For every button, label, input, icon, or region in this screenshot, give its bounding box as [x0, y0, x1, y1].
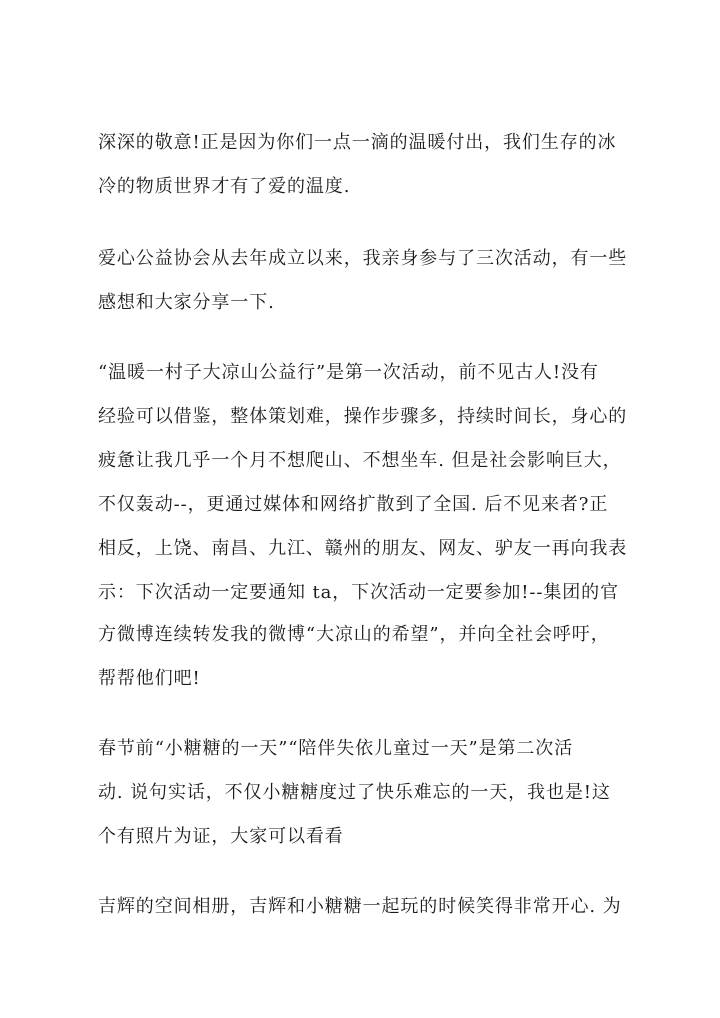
paragraph-3-line-7: 方微博连续转发我的微博“大凉山的希望”，并向全社会呼吁， — [98, 624, 610, 645]
paragraph-4-line-3: 个有照片为证，大家可以看看 — [98, 826, 344, 847]
paragraph-4-line-1: 春节前“小糖糖的一天”“陪伴失依儿童过一天”是第二次活 — [98, 738, 574, 759]
paragraph-2-line-1: 爱心公益协会从去年成立以来，我亲身参与了三次活动，有一些 — [98, 248, 628, 269]
paragraph-2-line-2: 感想和大家分享一下. — [98, 292, 275, 313]
paragraph-3-line-4: 不仅轰动--，更通过媒体和网络扩散到了全国. 后不见来者?正 — [98, 494, 609, 515]
paragraph-1-line-2: 冷的物质世界才有了爱的温度. — [98, 176, 351, 197]
paragraph-3-line-2: 经验可以借鉴，整体策划难，操作步骤多，持续时间长，身心的 — [98, 406, 628, 427]
paragraph-3-line-3: 疲惫让我几乎一个月不想爬山、不想坐车. 但是社会影响巨大， — [98, 450, 622, 471]
paragraph-1-line-1: 深深的敬意!正是因为你们一点一滴的温暖付出，我们生存的冰 — [98, 132, 617, 153]
paragraph-3-line-5: 相反，上饶、南昌、九江、赣州的朋友、网友、驴友一再向我表 — [98, 538, 628, 559]
paragraph-3-line-8: 帮帮他们吧! — [98, 668, 201, 689]
paragraph-4-line-2: 动. 说句实话，不仅小糖糖度过了快乐难忘的一天，我也是!这 — [98, 782, 611, 803]
paragraph-3-line-6: 示：下次活动一定要通知 ta，下次活动一定要参加!--集团的官 — [98, 582, 619, 603]
paragraph-5-line-1: 吉辉的空间相册，吉辉和小糖糖一起玩的时候笑得非常开心. 为 — [98, 896, 622, 917]
paragraph-3-line-1: “温暖一村子大凉山公益行”是第一次活动，前不见古人!没有 — [98, 362, 599, 383]
